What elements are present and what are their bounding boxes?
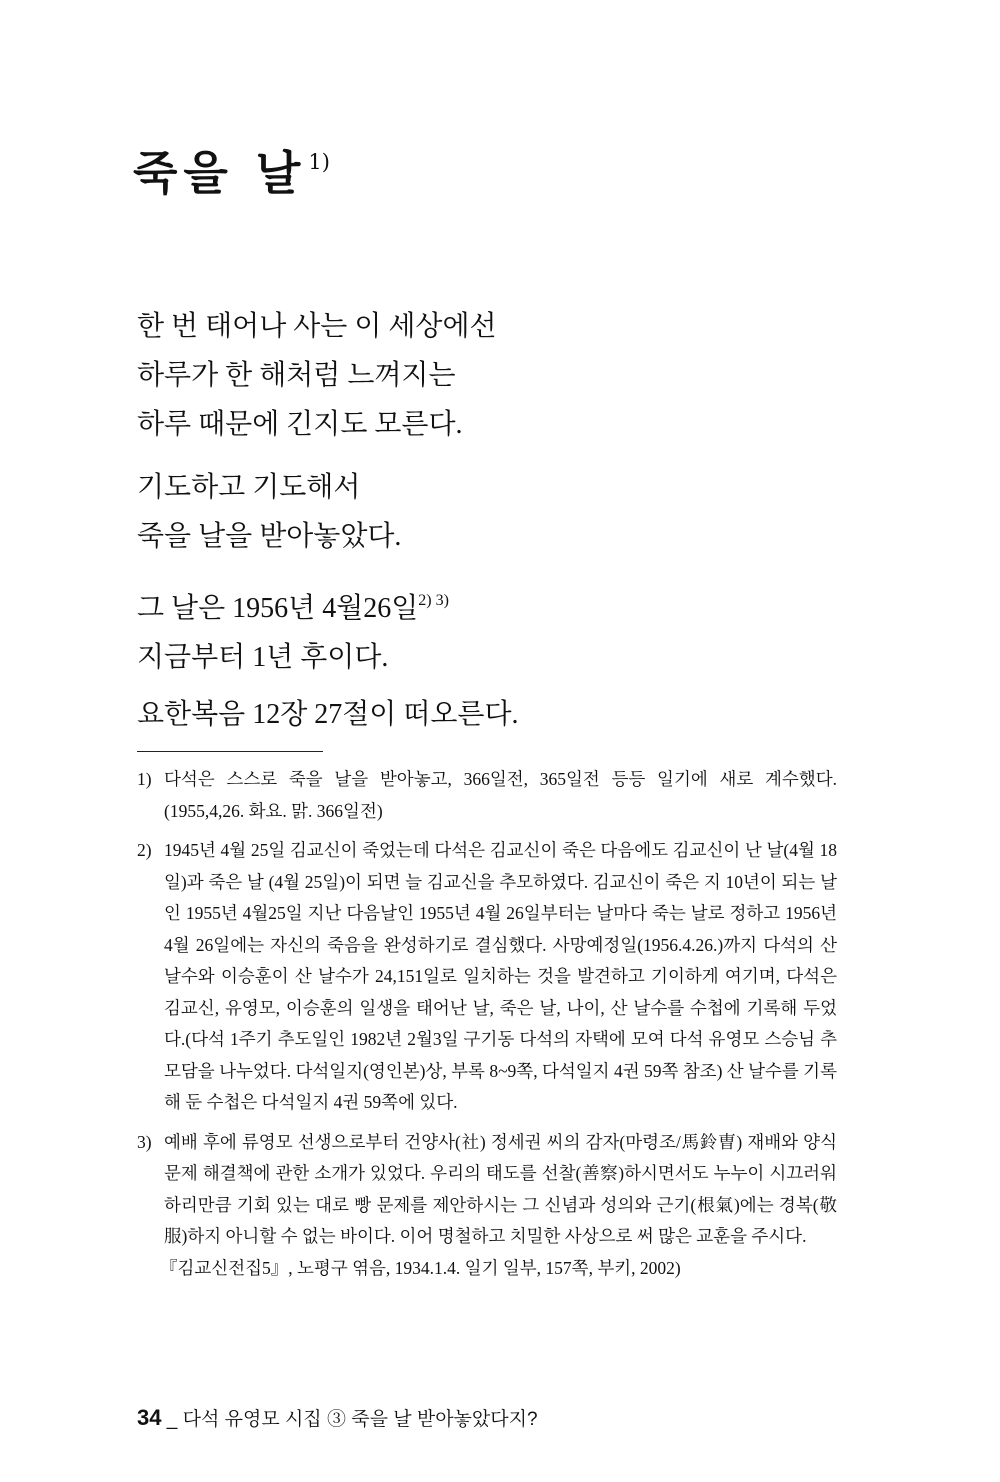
poem-line: 기도하고 기도해서 bbox=[137, 472, 361, 503]
footnote-2 bbox=[137, 835, 837, 1119]
poem-stanza-4 bbox=[137, 690, 519, 739]
footnote-text: 다석은 스스로 죽을 날을 받아놓고, 366일전, 365일전 등등 일기에 새로 계수했다.(1955,4,26. 화요. 맑. 366일전) bbox=[164, 769, 837, 821]
footnote-divider bbox=[137, 751, 323, 752]
footnote-number: 3) bbox=[137, 1131, 152, 1152]
poem-line: 하루 때문에 긴지도 모른다. bbox=[137, 409, 463, 440]
page-number: 34 bbox=[137, 1405, 162, 1430]
poem-line: 한 번 태어나 사는 이 세상에선 bbox=[137, 311, 497, 342]
footnote-number: 2) bbox=[137, 840, 152, 860]
book-title: 다석 유영모 시집 ③ 죽을 날 받아놓았다지? bbox=[182, 1409, 538, 1430]
footnote-text: 1945년 4월 25일 김교신이 죽었는데 다석은 김교신이 죽은 다음에도 김교신이 난 날(4월 18일)과 죽은 날 (4월 25일)이 되면 늘 김교신을 추모하였다. 김교신이 죽은 지 10년이 되는 날인 1955년 4월25일 지난 다음날인 1955년 4월 26일부터는 날마다 죽는 날로 정하고 1956년 4월 26일에는 자신의 죽음을 완성하기로 결심했다. 사망예정일(1956.4.26.)까지 다석의 산 날수와 이승훈이 산 날수가 24,151일로 일치하는 것을 발견하고 기이하게 여기며, 다석은 김교신, 유영모, 이승훈의 일생을 태어난 날, 죽은 날, 나이, 산 날수를 수첩에 기록해 두었다.(다석 1주기 추도일인 1982년 2월3일 구기동 다석의 자택에 모여 다석 유영모 스승님 추모담을 나누었다. 다석일지(영인본)상, 부록 8~9쪽, 다석일지 4권 59쪽 참조) 산 날수를 기록해 둔 수첩은 다석일지 4권 59쪽에 있다. bbox=[164, 840, 837, 1112]
footnote-3 bbox=[137, 1127, 837, 1285]
poem-stanza-1 bbox=[137, 302, 497, 449]
footnote-source: 『김교신전집5』, 노평구 엮음, 1934.1.4. 일기 일부, 157쪽, 부키, 2002) bbox=[160, 1257, 681, 1278]
poem-line bbox=[137, 576, 449, 633]
page-footer bbox=[137, 1404, 538, 1431]
poem-stanza-3 bbox=[137, 576, 449, 682]
poem-line: 하루가 한 해처럼 느껴지는 bbox=[137, 360, 456, 391]
poem-title-text: 죽을 날 bbox=[133, 146, 307, 200]
poem-line: 지금부터 1년 후이다. bbox=[137, 642, 389, 673]
poem-stanza-2 bbox=[137, 463, 401, 561]
footnote-1 bbox=[137, 764, 837, 827]
poem-line: 요한복음 12장 27절이 떠오른다. bbox=[137, 699, 519, 730]
title-footnote-ref: 1) bbox=[308, 150, 330, 174]
footnote-number: 1) bbox=[137, 769, 152, 789]
footnote-text: 예배 후에 류영모 선생으로부터 건양사(社) 정세권 씨의 감자(마령조/馬鈴曺) 재배와 양식 문제 해결책에 관한 소개가 있었다. 우리의 태도를 선찰(善察)하시면서도 누누이 시끄러워하리만큼 기회 있는 대로 빵 문제를 제안하시는 그 신념과 성의와 근기(根氣)에는 경복(敬服)하지 아니할 수 없는 바이다. 이어 명철하고 치밀한 사상으로 써 많은 교훈을 주시다. bbox=[164, 1131, 837, 1246]
poem-line-text: 그 날은 1956년 4월26일 bbox=[137, 593, 419, 624]
poem-title bbox=[133, 146, 330, 200]
footnote-refs: 2) 3) bbox=[418, 592, 449, 609]
poem-line: 죽을 날을 받아놓았다. bbox=[137, 521, 402, 552]
footer-separator: _ bbox=[166, 1409, 178, 1430]
footnotes bbox=[137, 764, 837, 1292]
